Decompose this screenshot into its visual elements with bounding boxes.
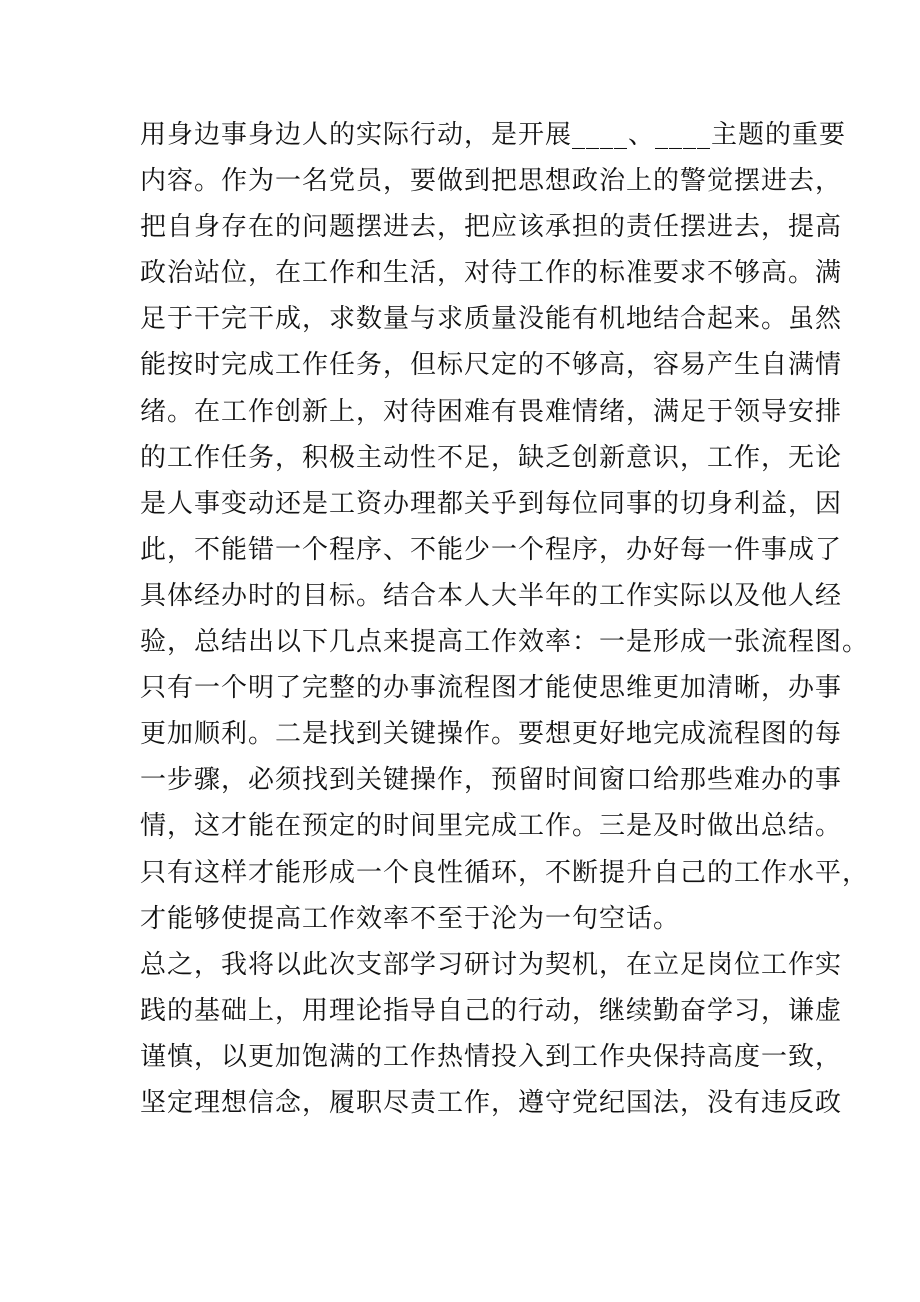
body-text (140, 112, 870, 1126)
text-line-15: 一步骤，必须找到关键操作，预留时间窗口给那些难办的事 (140, 765, 843, 796)
text-line-1: 用身边事身边人的实际行动，是开展____、____主题的重要 (140, 120, 847, 150)
text-line-12: 验，总结出以下几点来提高工作效率：一是形成一张流程图。 (140, 627, 870, 658)
text-line-4: 政治站位，在工作和生活，对待工作的标准要求不够高。满 (140, 258, 843, 289)
text-line-6: 能按时完成工作任务，但标尺定的不够高，容易产生自满情 (140, 350, 843, 381)
text-line-7: 绪。在工作创新上，对待困难有畏难情绪，满足于领导安排 (140, 396, 843, 427)
text-line-19: 总之，我将以此次支部学习研讨为契机，在立足岗位工作实 (140, 949, 843, 980)
text-line-21: 谨慎，以更加饱满的工作热情投入到工作央保持高度一致， (140, 1041, 843, 1072)
text-line-9: 是人事变动还是工资办理都关乎到每位同事的切身利益，因 (140, 488, 843, 519)
text-line-14: 更加顺利。二是找到关键操作。要想更好地完成流程图的每 (140, 719, 843, 750)
text-line-8: 的工作任务，积极主动性不足，缺乏创新意识，工作，无论 (140, 442, 843, 473)
text-line-3: 把自身存在的问题摆进去，把应该承担的责任摆进去，提高 (140, 212, 843, 243)
text-line-17: 只有这样才能形成一个良性循环，不断提升自己的工作水平， (140, 857, 870, 888)
text-line-22: 坚定理想信念，履职尽责工作，遵守党纪国法，没有违反政 (140, 1087, 843, 1118)
text-line-20: 践的基础上，用理论指导自己的行动，继续勤奋学习，谦虚 (140, 995, 843, 1026)
text-line-11: 具体经办时的目标。结合本人大半年的工作实际以及他人经 (140, 580, 843, 611)
text-line-5: 足于干完干成，求数量与求质量没能有机地结合起来。虽然 (140, 304, 843, 335)
text-line-18: 才能够使提高工作效率不至于沦为一句空话。 (140, 903, 681, 934)
text-line-16: 情，这才能在预定的时间里完成工作。三是及时做出总结。 (140, 811, 843, 842)
text-line-13: 只有一个明了完整的办事流程图才能使思维更加清晰，办事 (140, 673, 843, 704)
text-line-2: 内容。作为一名党员，要做到把思想政治上的警觉摆进去， (140, 166, 843, 197)
text-line-10: 此，不能错一个程序、不能少一个程序，办好每一件事成了 (140, 534, 843, 565)
